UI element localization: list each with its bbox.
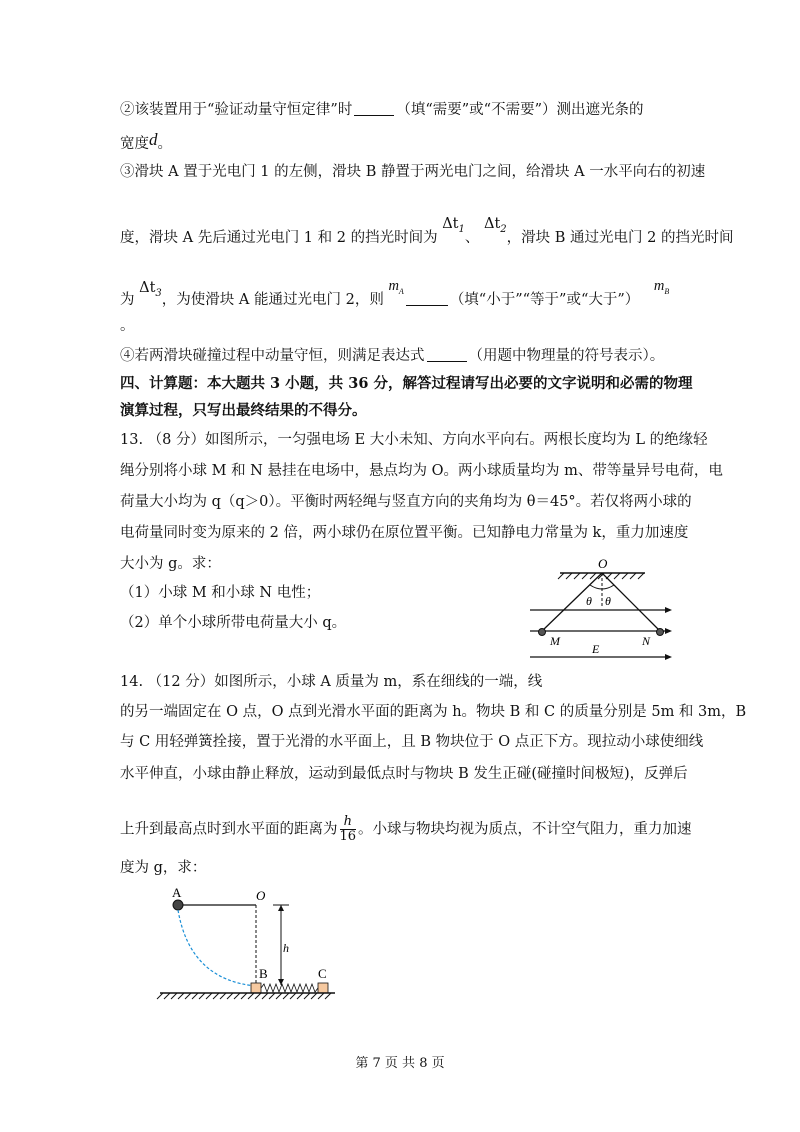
fig-label-C: C [318, 966, 327, 981]
q13-line3: 荷量大小均为 q（q＞0）。平衡时两轻绳与竖直方向的夹角均为 θ＝45°。若仅将两小球的 [120, 494, 692, 510]
q14-line4: 水平伸直，小球由静止释放，运动到最低点时与物块 B 发生正碰(碰撞时间极短)，反弹后 [120, 766, 688, 782]
q13-sub2: （2）单个小球所带电荷量大小 q。 [120, 615, 347, 631]
ball-A [173, 900, 183, 910]
q13-line1: 13. （8 分）如图所示，一匀强电场 E 大小未知、方向水平向右。两根长度均为 L 的绝缘轻 [120, 432, 708, 448]
fig-label-B: B [259, 966, 268, 981]
q14-line2: 的另一端固定在 O 点，O 点到光滑水平面的距离为 h。物块 B 和 C 的质量分别是 5m 和 3m，B [120, 704, 747, 720]
fig-label-E: E [592, 642, 600, 656]
page-footer: 第 7 页 共 8 页 [355, 1056, 445, 1071]
q13-line4: 电荷量同时变为原来的 2 倍，两小球仍在原位置平衡。已知静电力常量为 k，重力加速度 [120, 525, 689, 541]
block-C [318, 983, 328, 993]
q13-line2: 绳分别将小球 M 和 N 悬挂在电场中，悬点均为 O。两小球质量均为 m、带等量异号电荷，电 [120, 463, 723, 479]
q12-part3-line2: 度，滑块 A 先后通过光电门 1 和 2 的挡光时间为 $\Delta t_1$、 $\Delta t_2$，滑块 B 通过光电门 2 的挡光时间 [120, 216, 734, 246]
q13-sub1: （1）小球 M 和小球 N 电性； [120, 585, 321, 601]
spring [261, 984, 318, 992]
answer-blank [406, 291, 448, 306]
q14-line6: 度为 g，求： [120, 860, 207, 876]
section-heading: 四、计算题：本大题共 3 小题，共 36 分，解答过程请写出必要的文字说明和必需的物理 [120, 375, 693, 392]
q13-figure [520, 555, 680, 670]
q13-line5: 大小为 g。求： [120, 556, 221, 572]
fig-label-A: A [172, 885, 182, 900]
q12-part2-line2: 宽度d。 [120, 130, 172, 152]
fig-label-O: O [598, 556, 608, 571]
fig-label-M: M [550, 634, 560, 648]
ball-M [539, 629, 546, 636]
q12-period: 。 [120, 318, 135, 334]
q12-part3-line3: 为 $\Delta t_3$，为使滑块 A 能通过光电门 2，则 $m_A$（填“小于”“等于”或“大于”） $m_B$ [120, 278, 670, 308]
block-B [251, 983, 261, 993]
q12-part4-line: ④若两滑块碰撞过程中动量守恒，则满足表达式 （用题中物理量的符号表示）。 [120, 348, 665, 364]
fig-label-theta-left: θ [586, 594, 592, 608]
fig-label-N: N [642, 634, 651, 648]
q12-part2-line: ②该装置用于“验证动量守恒定律”时 （填“需要”或“不需要”）测出遮光条的 [120, 102, 644, 118]
section-heading-2: 演算过程，只写出最终结果的不得分。 [120, 402, 367, 419]
answer-blank [427, 347, 467, 362]
var-d: d [149, 130, 158, 149]
q12-part3-line1: ③滑块 A 置于光电门 1 的左侧，滑块 B 静置于两光电门之间，给滑块 A 一水平向右的初速 [120, 164, 706, 180]
fraction-h-16: $\frac{h}{16}$ [339, 814, 357, 844]
q14-line3: 与 C 用轻弹簧拴接，置于光滑的水平面上，且 B 物块位于 O 点正下方。现拉动小球使细线 [120, 734, 704, 750]
ball-N [657, 629, 664, 636]
q14-line1: 14. （12 分）如图所示，小球 A 质量为 m，系在细线的一端，线 [120, 674, 543, 690]
fig-label-h: h [283, 941, 289, 955]
fig-label-O: O [256, 888, 266, 903]
q14-line5: 上升到最高点时到水平面的距离为 $\frac{h}{16}$ 。小球与物块均视为质点，不计空气阻力，重力加速 [120, 814, 692, 844]
fig-label-theta-right: θ [605, 594, 611, 608]
answer-blank [354, 101, 394, 116]
q14-figure [155, 880, 345, 1000]
